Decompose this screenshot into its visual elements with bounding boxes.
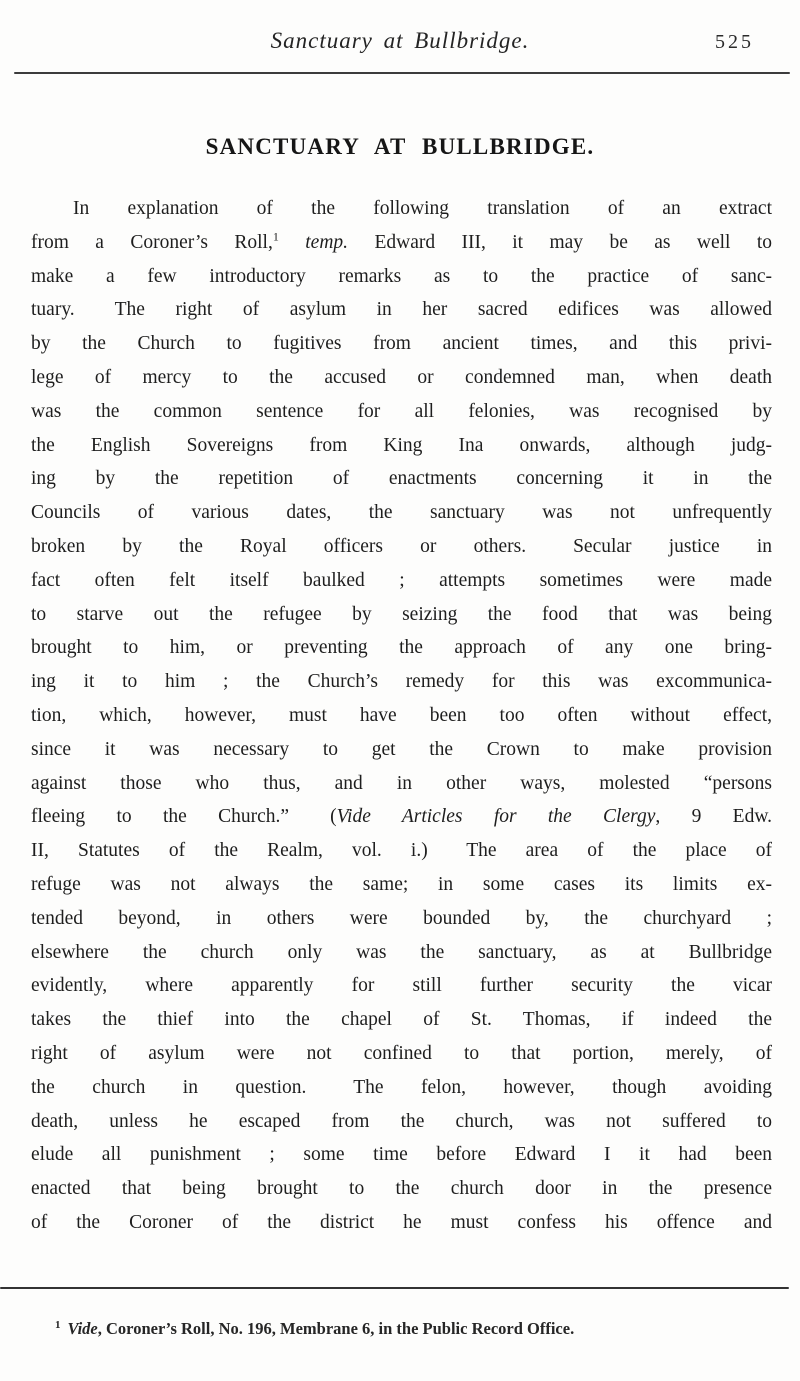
text-segment: ing by the repetition of enactments concerning it in the bbox=[31, 468, 772, 490]
text-line bbox=[31, 226, 772, 260]
text-line bbox=[31, 1037, 772, 1071]
text-segment: since it was necessary to get the Crown to make provision bbox=[31, 738, 772, 760]
text-segment: Edward III, it may be as well to bbox=[348, 231, 773, 253]
text-segment: , Coroner’s Roll, No. 196, Membrane 6, in the Public Record Office. bbox=[97, 1319, 575, 1338]
text-segment: brought to him, or preventing the approach of any one bring- bbox=[31, 637, 772, 659]
text-line bbox=[31, 192, 772, 226]
text-segment: takes the thief into the chapel of St. Thomas, if indeed the bbox=[31, 1009, 772, 1031]
text-line bbox=[31, 868, 772, 902]
text-segment: evidently, where apparently for still further security the vicar bbox=[31, 975, 772, 997]
text-segment: II, Statutes of the Realm, vol. i.) The area of the place of bbox=[31, 840, 772, 862]
text-segment: temp. bbox=[305, 231, 349, 253]
text-segment: elude all punishment ; some time before Edward I it had been bbox=[31, 1144, 772, 1166]
text-line bbox=[31, 767, 772, 801]
text-segment: was the common sentence for all felonies, was recognised by bbox=[31, 400, 772, 422]
text-line bbox=[31, 936, 772, 970]
text-segment: broken by the Royal officers or others. Secular justice in bbox=[31, 535, 772, 557]
text-segment: In explanation of the following translation of an extract bbox=[73, 198, 772, 219]
footnote bbox=[55, 1317, 755, 1341]
text-segment: of the Coroner of the district he must confess his offence and bbox=[31, 1211, 772, 1233]
article-body bbox=[31, 192, 772, 1240]
text-segment: from a Coroner’s Roll, bbox=[31, 231, 273, 253]
text-line bbox=[31, 260, 772, 294]
text-segment bbox=[279, 232, 305, 253]
text-line bbox=[31, 530, 772, 564]
text-segment: the English Sovereigns from King Ina onwards, although judg- bbox=[31, 434, 772, 456]
text-segment: ing it to him ; the Church’s remedy for this was excommunica- bbox=[31, 671, 772, 693]
text-line bbox=[31, 1071, 772, 1105]
text-segment: Vide Articles for the Clergy bbox=[336, 806, 656, 828]
text-segment: tion, which, however, must have been too often without effect, bbox=[31, 704, 772, 726]
text-segment: lege of mercy to the accused or condemned man, when death bbox=[31, 366, 772, 388]
text-segment: 1 bbox=[272, 229, 279, 244]
article-title: SANCTUARY AT BULLBRIDGE. bbox=[205, 134, 595, 159]
footnote-rule bbox=[0, 1287, 789, 1289]
text-line bbox=[31, 1172, 772, 1206]
text-segment: Councils of various dates, the sanctuary was not unfrequently bbox=[31, 502, 772, 524]
text-line bbox=[31, 665, 772, 699]
text-line bbox=[31, 733, 772, 767]
text-segment: death, unless he escaped from the church, was not suffered to bbox=[31, 1110, 772, 1132]
text-line bbox=[31, 361, 772, 395]
text-line bbox=[31, 1206, 772, 1240]
text-line bbox=[31, 327, 772, 361]
text-line bbox=[31, 598, 772, 632]
text-segment: make a few introductory remarks as to the practice of sanc- bbox=[31, 265, 772, 287]
text-segment: Vide bbox=[67, 1319, 98, 1338]
text-segment: by the Church to fugitives from ancient times, and this privi- bbox=[31, 333, 772, 355]
text-segment: , 9 Edw. bbox=[655, 806, 773, 828]
text-segment: enacted that being brought to the church door in the presence bbox=[31, 1178, 772, 1200]
text-line bbox=[31, 834, 772, 868]
text-segment: tuary. The right of asylum in her sacred edifices was allowed bbox=[31, 299, 772, 321]
text-segment: fleeing to the Church.” ( bbox=[31, 806, 337, 828]
footnote-text bbox=[68, 1319, 575, 1338]
text-line bbox=[31, 699, 772, 733]
text-line bbox=[31, 564, 772, 598]
running-head bbox=[0, 28, 800, 64]
text-line bbox=[31, 1003, 772, 1037]
text-line bbox=[31, 631, 772, 665]
text-line bbox=[31, 395, 772, 429]
text-line bbox=[31, 462, 772, 496]
text-line bbox=[31, 1105, 772, 1139]
text-line bbox=[31, 1138, 772, 1172]
text-line bbox=[31, 969, 772, 1003]
text-segment: fact often felt itself baulked ; attempts sometimes were made bbox=[31, 569, 772, 591]
footnote-marker: 1 bbox=[55, 1318, 61, 1331]
text-line bbox=[31, 496, 772, 530]
page-number: 525 bbox=[715, 31, 754, 53]
text-line bbox=[31, 902, 772, 936]
text-segment: right of asylum were not confined to that portion, merely, of bbox=[31, 1042, 772, 1064]
text-segment: against those who thus, and in other ways, molested “persons bbox=[31, 772, 772, 794]
text-segment: the church in question. The felon, however, though avoiding bbox=[31, 1076, 772, 1098]
text-segment: elsewhere the church only was the sanctuary, as at Bullbridge bbox=[31, 941, 772, 963]
text-line bbox=[31, 429, 772, 463]
text-segment: refuge was not always the same; in some cases its limits ex- bbox=[31, 873, 772, 895]
text-segment: tended beyond, in others were bounded by, the churchyard ; bbox=[31, 907, 772, 929]
header-rule bbox=[14, 72, 790, 74]
running-title: Sanctuary at Bullbridge. bbox=[270, 28, 530, 53]
text-segment: to starve out the refugee by seizing the food that was being bbox=[31, 603, 772, 625]
text-line bbox=[31, 293, 772, 327]
text-line bbox=[31, 800, 772, 834]
